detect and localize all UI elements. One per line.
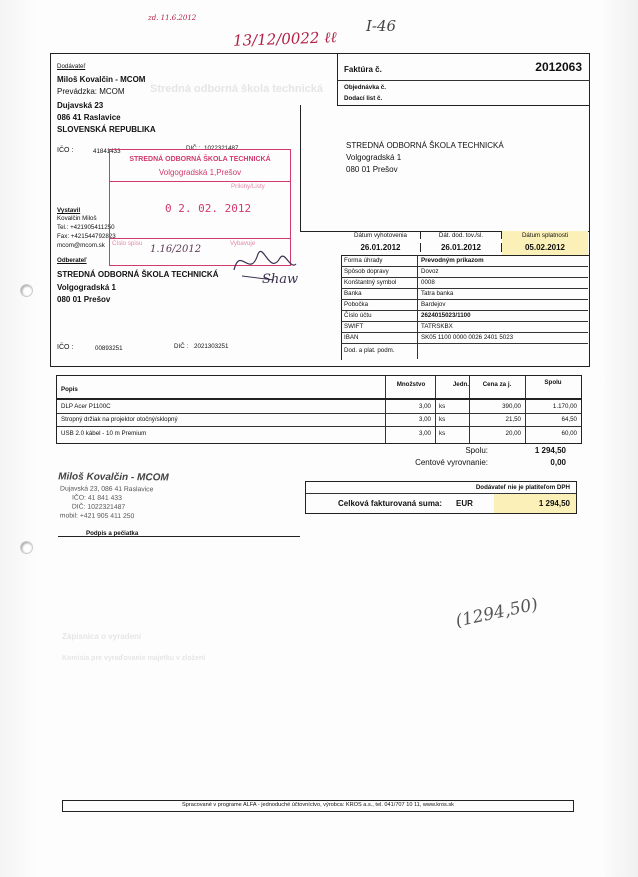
customer-ico-label: IČO : bbox=[57, 344, 74, 351]
grand-total-label: Celková fakturovaná suma: bbox=[338, 499, 443, 508]
supplier-dic: 1022321487 bbox=[204, 145, 239, 152]
sum-label: Spolu: bbox=[465, 446, 488, 455]
bleed-through-subtitle: Zápisnica o vyradení bbox=[62, 632, 142, 641]
received-stamp-handler-label: Vybavuje bbox=[230, 240, 256, 247]
issuer-name: Kovalčin Miloš bbox=[57, 215, 97, 222]
payment-value-3: Tatra banka bbox=[421, 290, 454, 297]
grand-total-value: 1 294,50 bbox=[538, 499, 570, 508]
table-row bbox=[57, 414, 581, 427]
issuer-email: mcom@mcom.sk bbox=[57, 242, 105, 249]
bleed-through-line: Komisia pre vyraďovanie majetku v zložení bbox=[62, 655, 206, 662]
payment-value-0: Prevodným príkazom bbox=[421, 257, 484, 264]
due-date-label: Dátum splatnosti bbox=[521, 232, 569, 239]
punch-hole-bottom bbox=[20, 541, 33, 554]
payment-value-6: TATRSKBX bbox=[421, 323, 453, 330]
customer-name: STREDNÁ ODBORNÁ ŠKOLA TECHNICKÁ bbox=[57, 270, 219, 279]
item-price: 21,50 bbox=[505, 416, 521, 423]
invoice-meta-divider bbox=[338, 80, 590, 81]
issuer-fax: Fax: +421544792823 bbox=[57, 233, 116, 240]
invoice-number: 2012063 bbox=[535, 60, 582, 74]
payment-label-4: Pobočka bbox=[344, 301, 369, 308]
grand-total-box bbox=[305, 481, 577, 514]
payment-label-0: Forma úhrady bbox=[344, 257, 383, 264]
items-header-divider bbox=[57, 398, 581, 400]
supplier-stamp bbox=[58, 471, 188, 520]
recipient-name: STREDNÁ ODBORNÁ ŠKOLA TECHNICKÁ bbox=[346, 141, 504, 150]
signature-label: Podpis a pečiatka bbox=[86, 530, 139, 537]
order-number-label: Objednávka č. bbox=[344, 84, 386, 91]
footer-text: Spracované v programe ALFA - jednoduché účtovníctvo, výrobca: KROS a.s., tel. 041/707 10 11, www.kros.sk bbox=[182, 802, 454, 808]
item-price: 20,00 bbox=[505, 430, 521, 437]
recipient-city: 080 01 Prešov bbox=[346, 165, 398, 174]
supplier-dic-label: DIČ : bbox=[186, 145, 201, 152]
items-header-desc: Popis bbox=[61, 386, 78, 393]
payment-label-3: Banka bbox=[344, 290, 362, 297]
payment-label-column-divider bbox=[417, 255, 418, 359]
payment-label-1: Spôsob dopravy bbox=[344, 268, 389, 275]
handwritten-approval-note: 1.16/2012 bbox=[150, 244, 202, 255]
handwritten-total-circle: (1294,50) bbox=[453, 594, 540, 632]
payment-value-5: 2624015023/1100 bbox=[421, 312, 471, 319]
received-stamp-date: 0 2. 02. 2012 bbox=[165, 202, 252, 215]
punch-hole-top bbox=[20, 284, 33, 297]
payment-value-2: 0008 bbox=[421, 279, 435, 286]
received-stamp-file-label: Číslo spisu bbox=[112, 240, 143, 247]
payment-label-2: Konštantný symbol bbox=[344, 279, 397, 286]
issued-date-label: Dátum vyhotovenia bbox=[341, 232, 421, 239]
item-price: 390,00 bbox=[502, 403, 521, 410]
received-stamp-divider-1 bbox=[110, 181, 290, 182]
delivery-note-label: Dodací list č. bbox=[344, 95, 383, 102]
item-qty: 3,00 bbox=[418, 416, 431, 423]
supplier-stamp-name: Miloš Kovalčin - MCOM bbox=[58, 471, 169, 484]
customer-street: Volgogradská 1 bbox=[57, 283, 116, 292]
table-row bbox=[57, 401, 581, 414]
customer-heading: Odberateľ bbox=[57, 257, 87, 264]
item-desc: USB 2.0 kábel - 10 m Premium bbox=[61, 430, 147, 437]
item-desc: DLP Acer P1100C bbox=[61, 403, 111, 410]
items-header-unit: Jedn. bbox=[452, 381, 469, 388]
item-unit: ks bbox=[439, 403, 446, 410]
received-stamp-divider-2 bbox=[110, 238, 290, 239]
handwritten-date-mark: 13/12/0022 ℓℓ bbox=[232, 28, 337, 50]
supplier-country: SLOVENSKÁ REPUBLIKA bbox=[57, 125, 156, 134]
item-total: 60,00 bbox=[561, 430, 577, 437]
item-desc: Stropný držiak na projektor otočný/sklopný bbox=[61, 416, 178, 423]
issuer-heading: Vystavil bbox=[57, 207, 81, 214]
items-header-price: Cena za j. bbox=[482, 381, 512, 388]
handwritten-approval-sign: Shaw bbox=[262, 272, 299, 287]
supplier-branch: Prevádzka: MCOM bbox=[57, 87, 125, 96]
supplier-ico: 41841433 bbox=[93, 148, 121, 155]
payment-label-8: Dod. a plat. podm. bbox=[344, 347, 395, 354]
payment-row-8 bbox=[341, 343, 588, 357]
handwritten-code: I-46 bbox=[366, 17, 397, 35]
taxable-date: 26.01.2012 bbox=[421, 243, 502, 252]
rounding-label: Centové vyrovnanie: bbox=[415, 458, 488, 467]
supplier-stamp-mobil: mobil: +421 905 411 250 bbox=[59, 512, 135, 521]
item-total: 1.170,00 bbox=[552, 403, 577, 410]
customer-dic-label: DIČ : bbox=[174, 343, 189, 350]
item-unit: ks bbox=[439, 416, 446, 423]
invoice-meta-block bbox=[337, 54, 590, 106]
customer-city: 080 01 Prešov bbox=[57, 295, 111, 304]
bleed-through-title: Stredná odborná škola technická bbox=[150, 83, 323, 95]
supplier-city: 086 41 Raslavice bbox=[57, 113, 121, 122]
issuer-tel: Tel.: +421905411250 bbox=[57, 224, 115, 231]
table-row bbox=[57, 427, 581, 439]
received-stamp-attach-label: Prílohy/Listy bbox=[231, 183, 265, 190]
taxable-date-label: Dát. dod. tov./sl. bbox=[421, 232, 502, 239]
supplier-stamp-dic: DIČ: 1022321487 bbox=[71, 503, 126, 512]
received-stamp-name: STREDNÁ ODBORNÁ ŠKOLA TECHNICKÁ bbox=[129, 156, 271, 163]
items-table bbox=[56, 375, 582, 444]
supplier-stamp-ico: IČO: 41 841 433 bbox=[71, 494, 122, 502]
recipient-street: Volgogradská 1 bbox=[346, 153, 402, 162]
dates-block bbox=[341, 231, 588, 255]
issued-date: 26.01.2012 bbox=[341, 243, 421, 252]
payment-value-4: Bardejov bbox=[421, 301, 446, 308]
grand-total-currency: EUR bbox=[456, 499, 473, 508]
supplier-stamp-address: Dujavská 23, 086 41 Raslavice bbox=[60, 485, 154, 494]
sum-value: 1 294,50 bbox=[534, 446, 566, 455]
payment-label-7: IBAN bbox=[344, 334, 359, 341]
rounding-value: 0,00 bbox=[550, 458, 566, 467]
items-header-total: Spolu bbox=[544, 379, 562, 386]
payment-value-7: SK05 1100 0000 0026 2401 5023 bbox=[421, 334, 514, 341]
supplier-street: Dujavská 23 bbox=[57, 101, 104, 110]
handwritten-top-note: zd. 11.6.2012 bbox=[148, 14, 197, 22]
supplier-name: Miloš Kovalčin - MCOM bbox=[57, 75, 146, 84]
customer-ico: 00893251 bbox=[95, 345, 123, 352]
supplier-ico-label: IČO : bbox=[57, 147, 74, 154]
item-unit: ks bbox=[439, 430, 446, 437]
items-header-qty: Množstvo bbox=[396, 381, 426, 388]
item-qty: 3,00 bbox=[418, 430, 431, 437]
payment-label-5: Číslo účtu bbox=[344, 312, 372, 319]
invoice-number-label: Faktúra č. bbox=[344, 65, 382, 74]
payment-value-1: Dovoz bbox=[421, 268, 439, 275]
recipient-address-box bbox=[300, 105, 589, 232]
received-stamp-address: Volgogradská 1,Prešov bbox=[158, 168, 242, 177]
vat-note: Dodávateľ nie je platiteľom DPH bbox=[475, 484, 570, 491]
due-date: 05.02.2012 bbox=[524, 243, 566, 252]
footer-bar bbox=[62, 800, 574, 812]
payment-label-6: SWIFT bbox=[344, 323, 364, 330]
supplier-heading: Dodávateľ bbox=[57, 63, 86, 70]
item-total: 64,50 bbox=[561, 416, 577, 423]
item-qty: 3,00 bbox=[418, 403, 431, 410]
customer-dic: 2021303251 bbox=[194, 343, 229, 350]
